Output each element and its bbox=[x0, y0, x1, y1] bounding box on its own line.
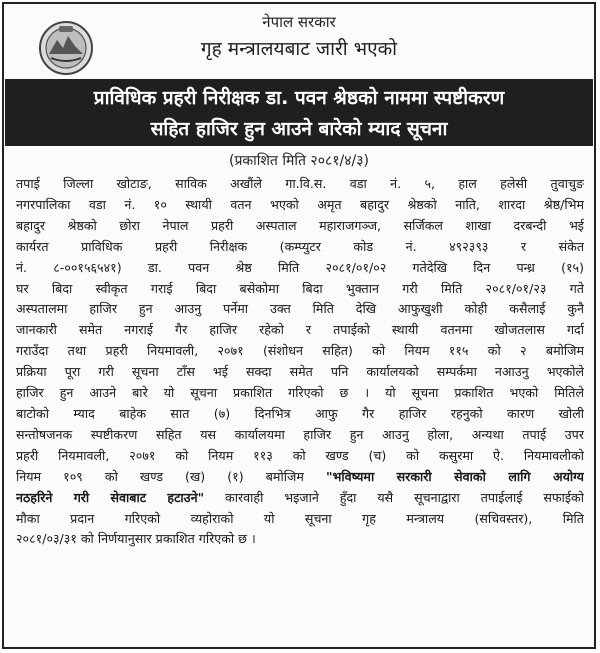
body-line: नगरपालिका वडा नं. १० स्थायी वतन भएको अमृत बहादुर श्रेष्ठको नाति, शारदा श्रेष्ठ/भिम bbox=[16, 196, 584, 212]
body-text-run: कारवाही भइजाने हुँदा यसै सूचनाद्वारा तपाईलाई सफाईको bbox=[204, 489, 584, 505]
body-line: अस्पतालमा हाजिर हुन आउनु पर्नेमा उक्त मिति देखि आफुखुशी कोही कसैलाई कुनै bbox=[16, 301, 584, 317]
body-line bbox=[16, 488, 584, 509]
body-line: २०८१/०३/३१ को निर्णयानुसार प्रकाशित गरिएको छ । bbox=[16, 531, 256, 547]
body-line: सन्तोषजनक स्पष्टीकरण सहित यस कार्यालयमा हाजिर हुन आउनु होला, अन्यथा तपाई उपर bbox=[16, 426, 584, 442]
body-line: बहादुर श्रेष्ठको छोरा नेपाल प्रहरी अस्पताल महाराजगञ्ज, सर्जिकल शाखा दरबन्दी भई bbox=[16, 217, 584, 233]
title-line-2: सहित हाजिर हुन आउने बारेको म्याद सूचना bbox=[150, 118, 448, 140]
body-line: गराउँदा तथा प्रहरी नियमावली, २०७१ (संशोधन सहित) को नियम ११५ को २ बमोजिम bbox=[16, 343, 584, 359]
ministry-heading: गृह मन्त्रालयबाट जारी भएको bbox=[200, 38, 398, 60]
body-line bbox=[16, 467, 584, 488]
body-line: तपाई जिल्ला खोटाङ, साविक अखौंले गा.वि.स. वडा नं. ५, हाल हलेसी तुवाचुङ bbox=[16, 176, 584, 191]
body-line: जानकारी समेत नगराई गैर हाजिर रहेको र तपाईको स्थायी वतनमा खोजतलास गर्दा bbox=[16, 322, 584, 338]
body-line: मौका प्रदान गरिएको व्यहोराको यो सूचना गृह मन्त्रालय (सचिवस्तर), मिति bbox=[16, 510, 584, 526]
body-line: प्रहरी नियमावली, २०७१ को नियम ११३ को खण्ड (च) को कसुरमा ऐ. नियमावलीको bbox=[16, 447, 584, 463]
body-text-run: नियम १०९ को खण्ड (ख) (१) बमोजिम bbox=[16, 468, 326, 484]
body-line: बाटोको म्याद बाहेक सात (७) दिनभित्र आफु गैर हाजिर रहनुको कारण खोली bbox=[16, 405, 584, 421]
notice-frame bbox=[2, 2, 596, 649]
body-line: प्रक्रिया पूरा गरी सूचना टाँस भई सक्दा समेत पनि कार्यालयको सम्पर्कमा नआउनु भएकोले bbox=[16, 364, 584, 380]
body-line: नं. ८-००१५६५४१) डा. पवन श्रेष्ठ मिति २०८१/०१/०२ गतेदेखि दिन पन्ध्र (१५) bbox=[16, 259, 584, 275]
body-line: हाजिर हुन आउने बारे यो सूचना प्रकाशित गरिएको छ । यो सूचना प्रकाशित भएको मितिले bbox=[16, 385, 584, 401]
body-line: घर बिदा स्वीकृत गराई बिदा बसेकोमा बिदा भुक्तान गरी मिति २०८१/०१/२३ गते bbox=[16, 280, 584, 296]
notice-body bbox=[16, 174, 584, 550]
emphasis-quote-end: नठहरिने गरी सेवाबाट हटाउने" bbox=[16, 489, 205, 505]
notice-title-band bbox=[5, 79, 593, 146]
body-line: कार्यरत प्राविधिक प्रहरी निरीक्षक (कम्प्युटर कोड नं. ४९२३९३ र संकेत bbox=[16, 238, 584, 254]
published-date: (प्रकाशित मिति २०८१/४/३) bbox=[228, 153, 369, 169]
title-line-1: प्राविधिक प्रहरी निरीक्षक डा. पवन श्रेष्ठको नाममा स्पष्टीकरण bbox=[93, 87, 505, 109]
government-name: नेपाल सरकार bbox=[262, 13, 336, 31]
emphasis-quote-start: "भविष्यमा सरकारी सेवाको लागि अयोग्य bbox=[325, 468, 584, 484]
